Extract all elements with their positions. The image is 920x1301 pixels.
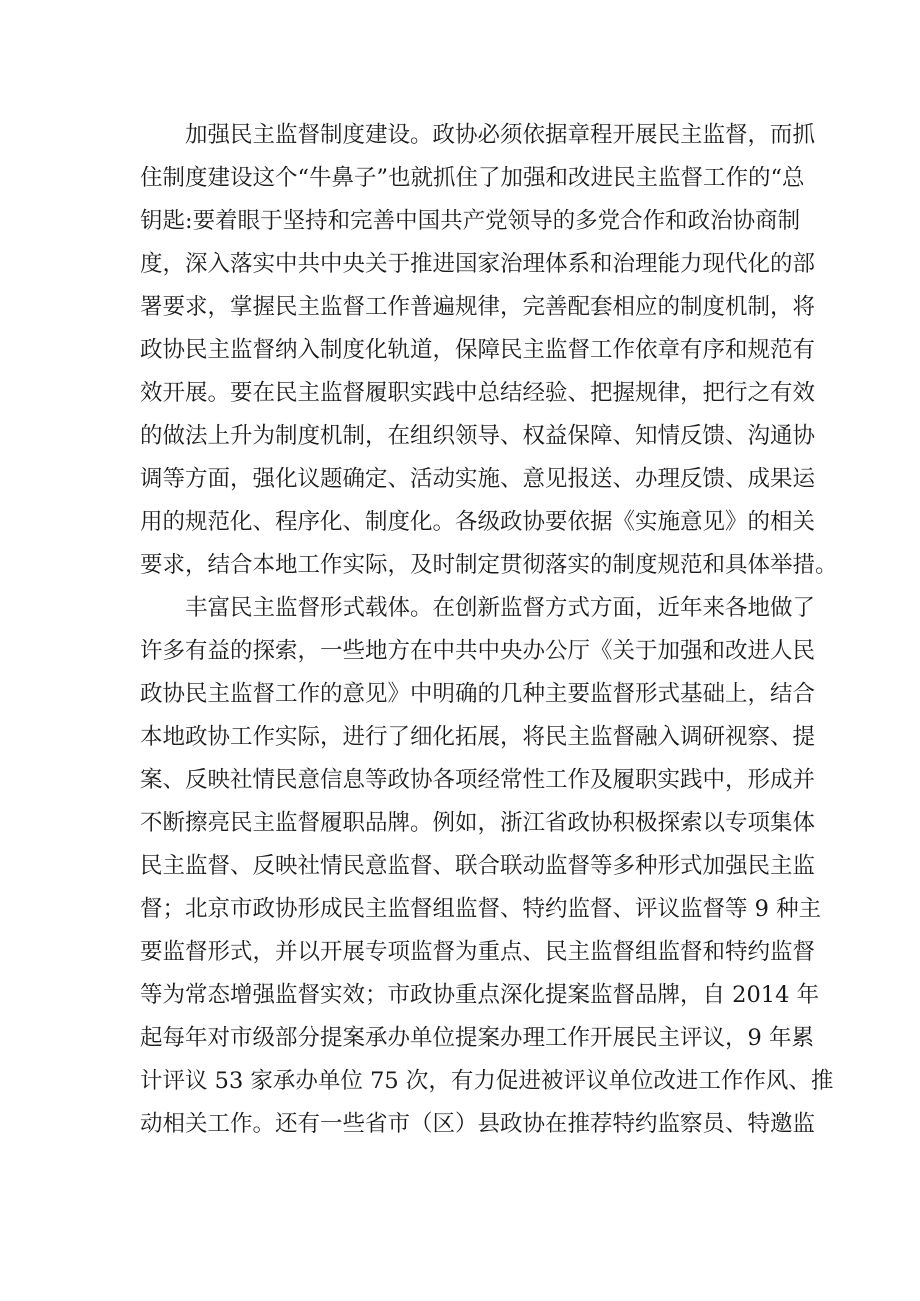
text-line: 本地政协工作实际，进行了细化拓展，将民主监督融入调研视察、提: [140, 724, 816, 750]
text-line: 效开展。要在民主监督履职实践中总结经验、把握规律，把行之有效: [140, 380, 816, 406]
text-line: 调等方面，强化议题确定、活动实施、意见报送、办理反馈、成果运: [140, 466, 816, 492]
text-line: 丰富民主监督形式载体。在创新监督方式方面，近年来各地做了: [185, 595, 816, 621]
text-line: 民主监督、反映社情民意监督、联合联动监督等多种形式加强民主监: [140, 853, 816, 879]
text-line: 不断擦亮民主监督履职品牌。例如，浙江省政协积极探索以专项集体: [140, 810, 816, 836]
text-line: 要求，结合本地工作实际，及时制定贯彻落实的制度规范和具体举措。: [140, 552, 838, 578]
text-line: 要监督形式，并以开展专项监督为重点、民主监督组监督和特约监督: [140, 939, 816, 965]
text-line: 案、反映社情民意信息等政协各项经常性工作及履职实践中，形成并: [140, 767, 816, 793]
text-line: 督；北京市政协形成民主监督组监督、特约监督、评议监督等 9 种主: [140, 896, 822, 922]
text-line: 用的规范化、程序化、制度化。各级政协要依据《实施意见》的相关: [140, 509, 816, 535]
text-line: 起每年对市级部分提案承办单位提案办理工作开展民主评议，9 年累: [140, 1025, 814, 1051]
text-line: 加强民主监督制度建设。政协必须依据章程开展民主监督，而抓: [185, 122, 816, 148]
paragraph-supervision-forms: [140, 587, 834, 1146]
text-line: 政协民主监督工作的意见》中明确的几种主要监督形式基础上，结合: [140, 681, 816, 707]
text-line: 的做法上升为制度机制，在组织领导、权益保障、知情反馈、沟通协: [140, 423, 816, 449]
text-line: 署要求，掌握民主监督工作普遍规律，完善配套相应的制度机制，将: [140, 294, 816, 320]
text-line: 动相关工作。还有一些省市（区）县政协在推荐特约监察员、特邀监: [140, 1111, 816, 1137]
text-line: 政协民主监督纳入制度化轨道，保障民主监督工作依章有序和规范有: [140, 337, 816, 363]
paragraph-system-building: [140, 114, 838, 587]
text-line: 许多有益的探索，一些地方在中共中央办公厅《关于加强和改进人民: [140, 638, 816, 664]
text-line: 钥匙:要着眼于坚持和完善中国共产党领导的多党合作和政治协商制: [140, 208, 801, 234]
text-line: 住制度建设这个“牛鼻子”也就抓住了加强和改进民主监督工作的“总: [140, 165, 805, 191]
body-text: [140, 114, 838, 1146]
text-line: 计评议 53 家承办单位 75 次，有力促进被评议单位改进工作作风、推: [140, 1068, 834, 1094]
text-line: 度，深入落实中共中央关于推进国家治理体系和治理能力现代化的部: [140, 251, 816, 277]
text-line: 等为常态增强监督实效；市政协重点深化提案监督品牌，自 2014 年: [140, 982, 820, 1008]
